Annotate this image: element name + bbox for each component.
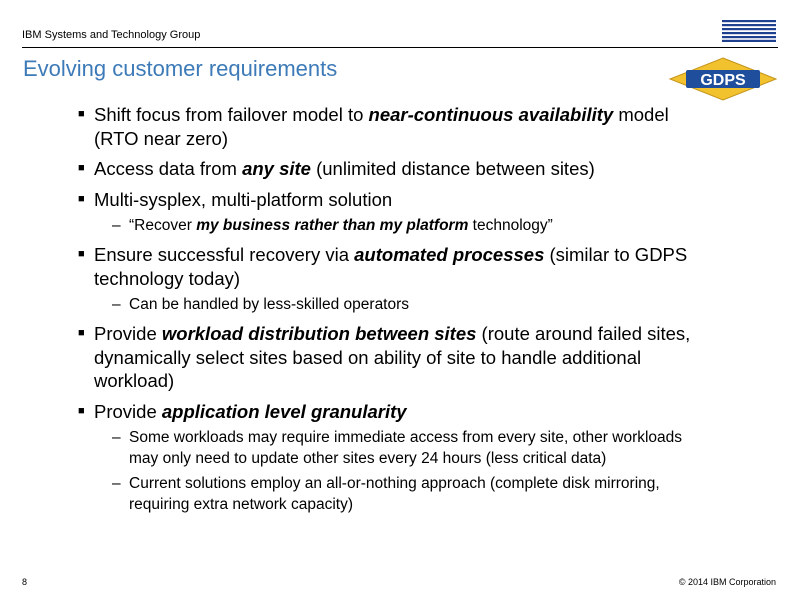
bullet-marker: ■ bbox=[78, 162, 85, 174]
bullet-list bbox=[78, 103, 708, 522]
sub-list-item: – “Recover my business rather than my platform technology” bbox=[112, 217, 553, 234]
bullet-marker: ■ bbox=[78, 248, 85, 260]
page-number: 8 bbox=[22, 577, 28, 587]
bullet-marker: ■ bbox=[78, 192, 85, 205]
dash-marker: – bbox=[112, 475, 121, 492]
sub-list-item: – Some workloads may require immediate access from every site, other workloads may only need to update other sites every 24 hours (less critical data) bbox=[112, 429, 683, 467]
dash-marker: – bbox=[112, 217, 121, 234]
svg-text:GDPS: GDPS bbox=[700, 72, 746, 89]
gdps-logo bbox=[668, 56, 778, 102]
header-divider bbox=[22, 47, 778, 48]
slide-title: Evolving customer requirements bbox=[23, 56, 338, 81]
dash-marker: – bbox=[112, 429, 121, 446]
dash-marker: – bbox=[112, 296, 121, 313]
list-item: ■ Access data from any site (unlimited distance between sites) bbox=[78, 158, 595, 179]
bullet-marker: ■ bbox=[78, 108, 85, 120]
ibm-logo bbox=[722, 20, 776, 42]
bullet-marker: ■ bbox=[78, 327, 85, 339]
list-item: ■ Provide application level granularity bbox=[78, 400, 407, 422]
list-item: ■ Ensure successful recovery via automated processes (similar to GDPS technology today) bbox=[78, 244, 688, 289]
list-item: ■ Provide workload distribution between sites (route around failed sites, dynamically select sites based on ability of site to handle additional workload) bbox=[78, 323, 691, 391]
list-item: ■ Shift focus from failover model to near-continuous availability model (RTO near zero) bbox=[78, 104, 669, 149]
sub-list-item: – Current solutions employ an all-or-nothing approach (complete disk mirroring, requiring extra network capacity) bbox=[112, 475, 660, 513]
sub-list-item: – Can be handled by less-skilled operators bbox=[112, 296, 410, 313]
header-group-name: IBM Systems and Technology Group bbox=[22, 29, 201, 41]
list-item: ■ Multi-sysplex, multi-platform solution bbox=[78, 188, 393, 210]
bullet-marker: ■ bbox=[78, 404, 85, 417]
copyright-notice: © 2014 IBM Corporation bbox=[678, 577, 776, 587]
